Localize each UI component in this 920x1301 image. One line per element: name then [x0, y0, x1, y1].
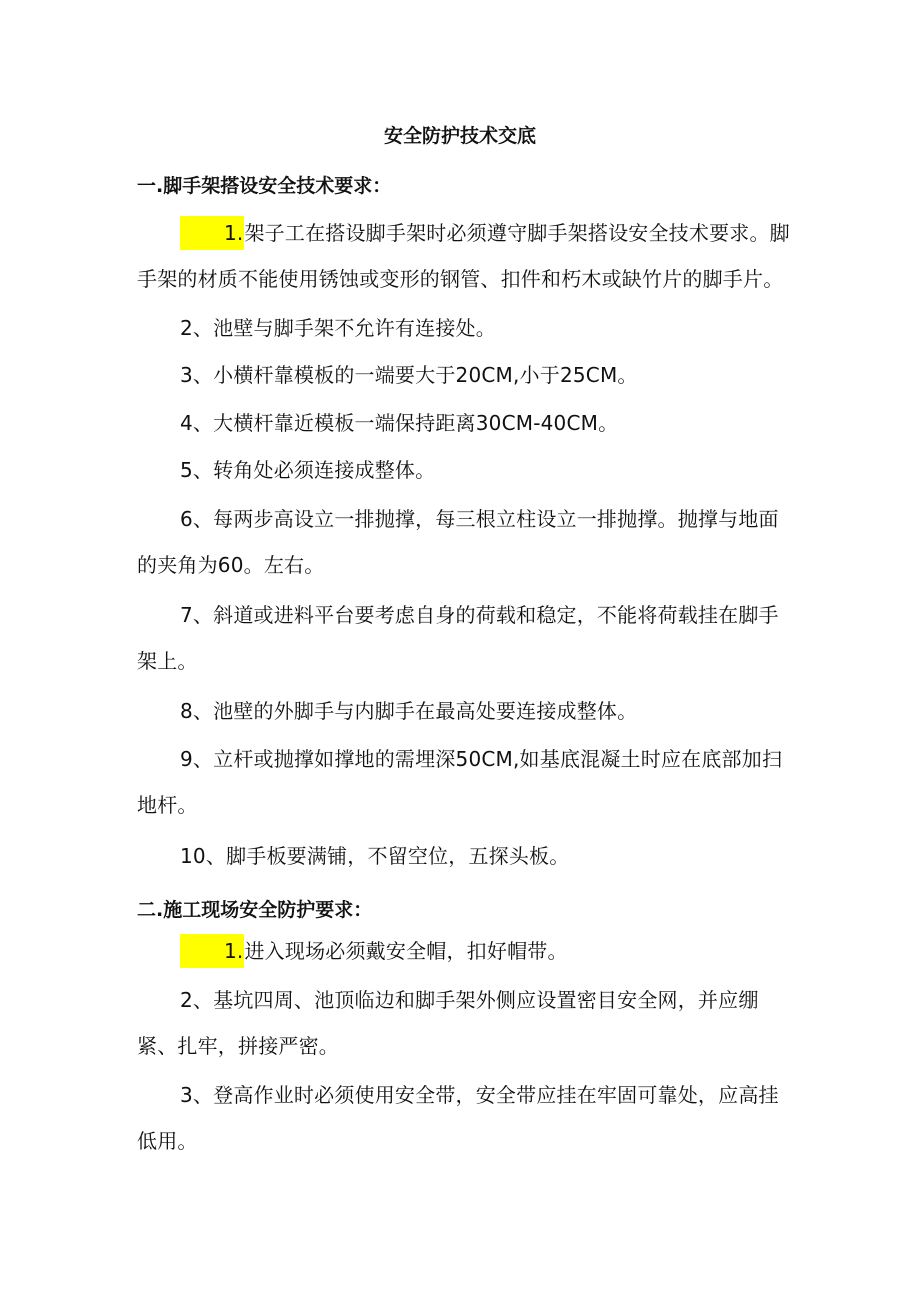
item-text: 进入现场必须戴安全帽，扣好帽带。: [244, 939, 568, 963]
list-item: [137, 688, 792, 734]
item-number: 10、: [180, 844, 227, 868]
item-text: 转角处必须连接成整体。: [213, 458, 436, 482]
list-item: [137, 928, 792, 974]
list-item: [137, 210, 792, 302]
item-number: 2、: [180, 316, 214, 340]
list-item: [137, 592, 792, 684]
item-number: 3、: [180, 1083, 214, 1107]
item-number: 5、: [180, 458, 214, 482]
item-text: 脚手板要满铺，不留空位，五探头板。: [226, 844, 570, 868]
list-item: [137, 977, 792, 1069]
list-item: [137, 305, 792, 351]
item-number: 7、: [180, 603, 214, 627]
list-item: [137, 352, 792, 398]
item-number: 2、: [180, 988, 214, 1012]
item-text: 登高作业时必须使用安全带，安全带应挂在牢固可靠处，应高挂低用。: [137, 1083, 779, 1153]
item-text: 池壁与脚手架不允许有连接处。: [213, 316, 496, 340]
item-number: 8、: [180, 699, 214, 723]
item-text: 小横杆靠模板的一端要大于20CM,小于25CM。: [213, 363, 638, 387]
list-item: [137, 447, 792, 493]
list-item: [137, 1072, 792, 1164]
list-item: [137, 736, 792, 828]
item-text: 斜道或进料平台要考虑自身的荷载和稳定，不能将荷载挂在脚手架上。: [137, 603, 779, 673]
item-text: 大横杆靠近模板一端保持距离30CM-40CM。: [213, 411, 619, 435]
item-text: 每两步高设立一排抛撑，每三根立柱设立一排抛撑。抛撑与地面的夹角为60。左右。: [137, 507, 779, 577]
document-title: 安全防护技术交底: [383, 125, 536, 147]
item-text: 架子工在搭设脚手架时必须遵守脚手架搭设安全技术要求。脚手架的材质不能使用锈蚀或变形的钢管、扣件和朽木或缺竹片的脚手片。: [137, 221, 790, 291]
list-item: [137, 496, 792, 588]
item-text: 池壁的外脚手与内脚手在最高处要连接成整体。: [213, 699, 638, 723]
item-text: 立杆或抛撑如撑地的需埋深50CM,如基底混凝土时应在底部加扫地杆。: [137, 747, 783, 817]
list-item: [137, 400, 792, 446]
item-number: 1.: [180, 934, 244, 968]
item-text: 基坑四周、池顶临边和脚手架外侧应设置密目安全网，并应绷紧、扎牢，拼接严密。: [137, 988, 759, 1058]
item-number: 4、: [180, 411, 214, 435]
item-number: 3、: [180, 363, 214, 387]
item-number: 1.: [180, 216, 244, 250]
list-item: [137, 833, 792, 879]
item-number: 9、: [180, 747, 214, 771]
section-heading-2: 二.施工现场安全防护要求：: [137, 899, 373, 921]
section-heading-1: 一.脚手架搭设安全技术要求：: [137, 175, 392, 197]
item-number: 6、: [180, 507, 214, 531]
